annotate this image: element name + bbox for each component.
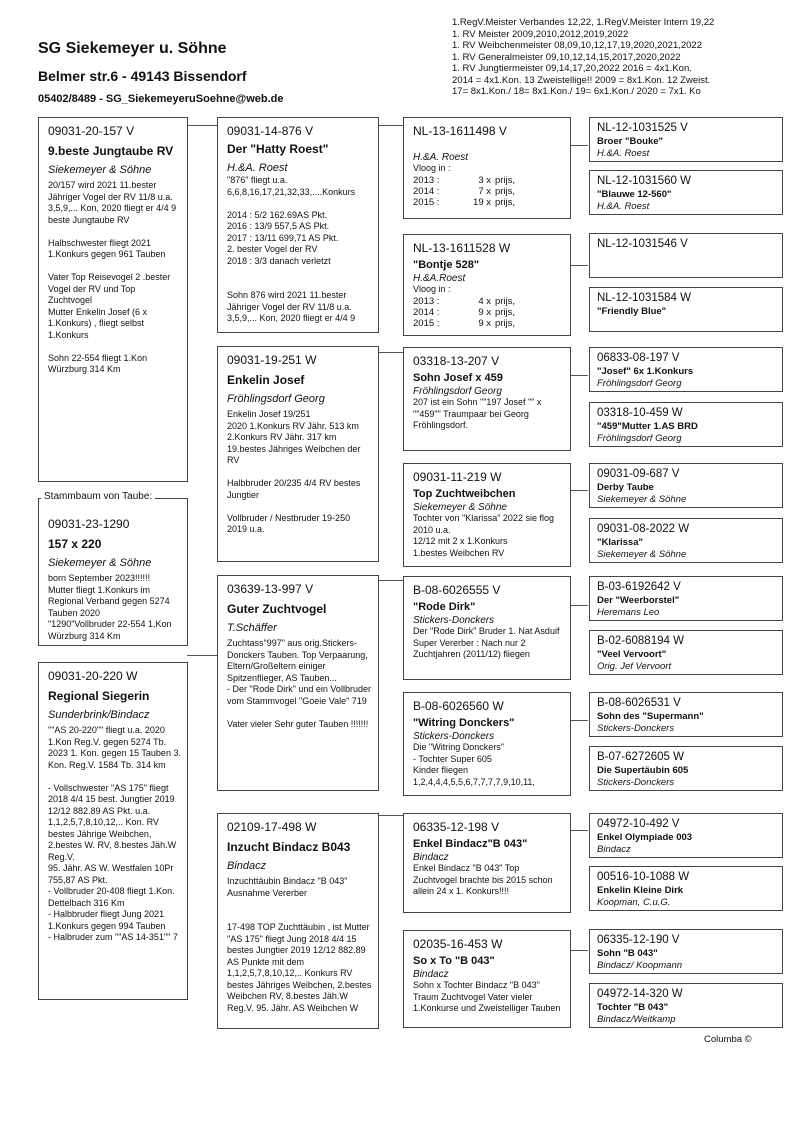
- great-grandparent-card[interactable]: [403, 117, 571, 219]
- footer-credit: Columba ©: [704, 1034, 752, 1045]
- gggp-name: "Friendly Blue": [597, 306, 667, 317]
- gggp-name: "459"Mutter 1.AS BRD: [597, 421, 698, 432]
- gggp-owner: Bindacz/Weitkamp: [597, 1014, 676, 1025]
- mother-owner: Sunderbrink/Bindacz: [48, 709, 150, 721]
- gggp-card[interactable]: [589, 170, 783, 215]
- ggp-name: "Rode Dirk": [413, 601, 476, 613]
- gp-description: Zuchtass"997" aus orig.Stickers-Donckers Tauben. Top Verpaarung, Eltern/Großeltern einiger Spitzenflieger, AS Tauben... - Der "Rode Dirk" und ein Vollbruder vom Stammvogel "Goeie Vale" 719 Vater vieler Sehr guter Tauben !!!!!!!: [227, 638, 371, 729]
- gp-name: Enkelin Josef: [227, 373, 305, 387]
- grandparent-card[interactable]: [217, 346, 379, 562]
- father-owner: Siekemeyer & Söhne: [48, 164, 152, 176]
- table-row: 2014 : 9 x prijs,: [413, 306, 516, 318]
- gggp-card[interactable]: [589, 576, 783, 621]
- gggp-ring: 06335-12-190 V: [597, 934, 680, 946]
- gggp-card[interactable]: [589, 463, 783, 508]
- ggp-name: "Bontje 528": [413, 259, 480, 271]
- gggp-ring: B-03-6192642 V: [597, 581, 681, 593]
- gggp-owner: H.&A. Roest: [597, 148, 650, 159]
- ggp-ring: NL-13-1611498 V: [413, 124, 507, 138]
- gggp-ring: 09031-09-687 V: [597, 468, 680, 480]
- gggp-owner: Fröhlingsdorf Georg: [597, 433, 682, 444]
- great-grandparent-card[interactable]: [403, 234, 571, 336]
- gggp-name: Der "Weerborstel": [597, 595, 680, 606]
- subject-card[interactable]: [38, 491, 188, 646]
- gggp-card[interactable]: [589, 983, 783, 1028]
- gggp-owner: Fröhlingsdorf Georg: [597, 378, 682, 389]
- gggp-ring: B-02-6088194 W: [597, 635, 684, 647]
- great-grandparent-card[interactable]: [403, 930, 571, 1028]
- gggp-card[interactable]: [589, 692, 783, 737]
- breeder-name: SG Siekemeyer u. Söhne: [38, 40, 227, 57]
- gggp-owner: Bindacz/ Koopmann: [597, 960, 683, 971]
- ggp-ring: B-08-6026555 V: [413, 583, 501, 597]
- great-grandparent-card[interactable]: [403, 813, 571, 913]
- ggp-name: "Witring Donckers": [413, 717, 515, 729]
- mother-name: Regional Siegerin: [48, 689, 150, 703]
- gggp-owner: Heremans Leo: [597, 607, 660, 618]
- gp-owner: Bindacz: [227, 860, 267, 872]
- gggp-name: Sohn des "Supermann": [597, 711, 704, 722]
- table-row: 2013 : 3 x prijs,: [413, 174, 516, 186]
- breeder-address: Belmer str.6 - 49143 Bissendorf: [38, 68, 247, 84]
- gggp-card[interactable]: [589, 518, 783, 563]
- gggp-ring: 03318-10-459 W: [597, 407, 683, 419]
- grandparent-card[interactable]: [217, 813, 379, 1029]
- great-grandparent-card[interactable]: [403, 347, 571, 451]
- gggp-card[interactable]: [589, 233, 783, 278]
- gggp-card[interactable]: [589, 813, 783, 858]
- ggp-description: 207 ist ein Sohn ""197 Josef "" x ""459"" Traumpaar bei Georg Fröhlingsdorf.: [413, 397, 542, 430]
- ggp-owner: H.&A. Roest: [413, 152, 469, 163]
- gggp-card[interactable]: [589, 402, 783, 447]
- gggp-ring: 09031-08-2022 W: [597, 523, 690, 535]
- subject-description: born September 2023!!!!!! Mutter fliegt 1.Konkurs im Regional Verband gegen 5274 Tauben 2020 "1290"Vollbruder 22-554 1.Kon Würzburg 314 Km: [48, 573, 172, 641]
- subject-owner: Siekemeyer & Söhne: [48, 557, 152, 569]
- great-grandparent-card[interactable]: [403, 576, 571, 680]
- gggp-name: Sohn "B 043": [597, 948, 658, 959]
- gp-description: "876" fliegt u.a. 6,6,8,16,17,21,32,33,....Konkurs 2014 : 5/2 162.69AS Pkt. 2016 : 13/9 557,5 AS Pkt. 2017 : 13/11 699,71 AS Pkt. 2. bester Vogel der RV 2018 : 3/3 danach verletzt Sohn 876 wird 2021 11.bester Jähriger Vogel der RV 11/8 u.a. 3,5,9,... Kon, 2020 fliegt er 4/4 9: [227, 175, 356, 323]
- gggp-owner: H.&A. Roest: [597, 201, 650, 212]
- table-row: 2015 : 9 x prijs,: [413, 317, 516, 329]
- gggp-ring: 04972-14-320 W: [597, 988, 683, 1000]
- gp-name: Inzucht Bindacz B043: [227, 840, 351, 854]
- ggp-ring: 03318-13-207 V: [413, 354, 500, 368]
- ggp-owner: Bindacz: [413, 969, 449, 980]
- gggp-owner: Stickers-Donckers: [597, 723, 675, 734]
- ggp-name: So x To "B 043": [413, 955, 495, 967]
- gggp-ring: 06833-08-197 V: [597, 352, 680, 364]
- great-grandparent-card[interactable]: [403, 692, 571, 796]
- gp-description: Enkelin Josef 19/251 2020 1.Konkurs RV Jähr. 513 km 2.Konkurs RV Jähr. 317 km 19.bestes Jähriges Weibchen der RV Halbbruder 20/235 4/4 RV bestes Jungtier Vollbruder / Nestbruder 19-250 2019 u.a.: [227, 409, 361, 534]
- table-row: 2015 : 19 x prijs,: [413, 196, 516, 208]
- gggp-owner: Siekemeyer & Söhne: [597, 494, 687, 505]
- father-name: 9.beste Jungtaube RV: [48, 144, 174, 158]
- ggp-vloog-label: Vloog in :: [413, 163, 451, 173]
- grandparent-card[interactable]: [217, 117, 379, 333]
- ggp-ring: 02035-16-453 W: [413, 937, 503, 951]
- grandparent-card[interactable]: [217, 575, 379, 791]
- gp-ring: 02109-17-498 W: [227, 820, 317, 834]
- subject-ring: 09031-23-1290: [48, 517, 130, 531]
- gggp-card[interactable]: [589, 630, 783, 675]
- gggp-name: "Veel Vervoort": [597, 649, 667, 660]
- ggp-owner: Stickers-Donckers: [413, 731, 495, 742]
- ggp-ring: NL-13-1611528 W: [413, 241, 511, 255]
- gggp-ring: 00516-10-1088 W: [597, 871, 690, 883]
- table-row: 2014 : 7 x prijs,: [413, 185, 516, 197]
- gggp-name: "Blauwe 12-560": [597, 189, 672, 200]
- gp-ring: 09031-14-876 V: [227, 124, 314, 138]
- mother-ring: 09031-20-220 W: [48, 669, 138, 683]
- ggp-description: Enkel Bindacz "B 043" Top Zuchtvogel brachte bis 2015 schon allein 24 x 1. Konkurs!!!!: [413, 863, 553, 896]
- gggp-name: Derby Taube: [597, 482, 654, 493]
- gp-ring: 03639-13-997 V: [227, 582, 314, 596]
- gp-owner: Fröhlingsdorf Georg: [227, 393, 325, 405]
- gggp-name: Broer "Bouke": [597, 136, 664, 147]
- gggp-card[interactable]: [589, 117, 783, 162]
- gggp-owner: Koopman, C.u.G.: [597, 897, 671, 908]
- ggp-owner: Bindacz: [413, 852, 449, 863]
- gggp-ring: NL-12-1031560 W: [597, 175, 691, 187]
- pedigree-label: Stammbaum von Taube:: [41, 491, 155, 502]
- gggp-card[interactable]: [589, 287, 783, 332]
- gggp-name: "Klarissa": [597, 537, 643, 548]
- ggp-owner: Fröhlingsdorf Georg: [413, 386, 502, 397]
- gggp-ring: B-07-6272605 W: [597, 751, 684, 763]
- ggp-owner: Siekemeyer & Söhne: [413, 502, 507, 513]
- table-row: 2013 : 4 x prijs,: [413, 295, 516, 307]
- father-card[interactable]: [38, 117, 188, 482]
- gp-ring: 09031-19-251 W: [227, 353, 317, 367]
- ggp-prize-table: [413, 296, 515, 329]
- ggp-description: Tochter von "Klarissa" 2022 sie flog 2010 u.a. 12/12 mit 2 x 1.Konkurs 1.bestes Weibchen RV: [413, 513, 554, 558]
- gp-name: Der "Hatty Roest": [227, 142, 329, 156]
- ggp-ring: B-08-6026560 W: [413, 699, 504, 713]
- ggp-ring: 06335-12-198 V: [413, 820, 500, 834]
- gggp-card[interactable]: [589, 746, 783, 791]
- ggp-vloog-label: Vloog in :: [413, 284, 451, 294]
- gggp-owner: Stickers-Donckers: [597, 777, 675, 788]
- ggp-owner: H.&A.Roest: [413, 273, 466, 284]
- gp-name: Guter Zuchtvogel: [227, 602, 327, 616]
- mother-card[interactable]: [38, 662, 188, 1000]
- achievements-list: 1.RegV.Meister Verbandes 12,22, 1.RegV.Meister Intern 19,22 1. RV Meister 2009,2010,2012,2019,2022 1. RV Weibchenmeister 08,09,10,12,17,19,2020,2021,2022 1. RV Generalmeister 09,10,12,14,15,2017,2020,2022 1. RV Jungtiermeister 09,14,17,20,2022 2016 = 4x1.Kon. 2014 = 4x1.Kon. 13 Zweistellige!! 2009 = 8x1.Kon. 12 Zweist. 17= 8x1.Kon./ 18= 8x1.Kon./ 19= 6x1.Kon./ 2020 = 7x1. Ko: [452, 17, 715, 97]
- subject-name: 157 x 220: [48, 537, 102, 551]
- ggp-description: Die "Witring Donckers" - Tochter Super 605 Kinder fliegen 1,2,4,4,4,5,5,6,7,7,7,7,9,10,11,: [413, 742, 535, 787]
- gggp-owner: Orig. Jef Vervoort: [597, 661, 672, 672]
- gggp-name: Die Supertäubin 605: [597, 765, 689, 776]
- gggp-ring: B-08-6026531 V: [597, 697, 681, 709]
- ggp-name: Top Zuchtweibchen: [413, 488, 516, 500]
- gggp-ring: 04972-10-492 V: [597, 818, 680, 830]
- ggp-description: Sohn x Tochter Bindacz "B 043" Traum Zuchtvogel Vater vieler 1.Konkurse und Zweistelliger Tauben: [413, 980, 561, 1013]
- gggp-owner: Bindacz: [597, 844, 631, 855]
- gp-owner: T.Schäffer: [227, 622, 277, 634]
- ggp-description: Der "Rode Dirk" Bruder 1. Nat Asduif Super Vererber : Nach nur 2 Zuchtjahren (2011/12) fliegen: [413, 626, 560, 659]
- great-grandparent-card[interactable]: [403, 463, 571, 567]
- gggp-card[interactable]: [589, 929, 783, 974]
- gggp-name: Tochter "B 043": [597, 1002, 669, 1013]
- gggp-card[interactable]: [589, 866, 783, 911]
- father-ring: 09031-20-157 V: [48, 124, 135, 138]
- gggp-ring: NL-12-1031584 W: [597, 292, 691, 304]
- gggp-ring: NL-12-1031525 V: [597, 122, 688, 134]
- mother-description: ""AS 20-220"" fliegt u.a. 2020 1.Kon Reg.V. gegen 5274 Tb. 2023 1. Kon. gegen 15 Tauben 3. Kon. Reg.V. 1584 Tb. 314 km - Vollschwester "AS 175" fliegt 2018 4/4 15 best. Jungtier 2019 12/12 882.89 AS Pkt. u.a. 1,1,2,5,7,8,10,12,.. Kon. RV bestes Jährige Weibchen, 2.bestes W. RV, 8.bestes Jäh.W Reg.V. 95. Jähr. AS W. Westfalen 10Pr 755,87 AS Pkt. - Vollbruder 20-408 fliegt 1.Kon. Dettelbach 316 Km - Halbbruder fliegt Jung 2021 1.Konkurs gegen 994 Tauben - Halbruder zum ""AS 14-351"" 7: [48, 725, 181, 942]
- gp-owner: H.&A. Roest: [227, 162, 288, 174]
- gggp-ring: NL-12-1031546 V: [597, 238, 688, 250]
- gggp-card[interactable]: [589, 347, 783, 392]
- gggp-owner: Siekemeyer & Söhne: [597, 549, 687, 560]
- breeder-contact: 05402/8489 - SG_SiekemeyeruSoehne@web.de: [38, 93, 284, 105]
- gp-description: Inzuchttäubin Bindacz "B 043" Ausnahme Vererber 17-498 TOP Zuchttäubin , ist Mutter "AS 175" fliegt Jung 2018 4/4 15 bestes Jungtier 2019 12/12 882.89 AS Punkte mit dem 1,1,2,5,7,8,10,12,.. Konkurs RV bestes Jähriges Weibchen, 2.bestes Weibchen RV, 8.bestes Jäh.W Reg.V. 95. Jähr. AS Weibchen W: [227, 876, 372, 1013]
- gggp-name: Enkel Olympiade 003: [597, 832, 693, 843]
- ggp-prize-table: [413, 175, 515, 208]
- gggp-name: "Josef" 6x 1.Konkurs: [597, 366, 694, 377]
- ggp-name: Sohn Josef x 459: [413, 372, 503, 384]
- gggp-name: Enkelin Kleine Dirk: [597, 885, 684, 896]
- ggp-name: Enkel Bindacz"B 043": [413, 838, 528, 850]
- ggp-owner: Stickers-Donckers: [413, 615, 495, 626]
- ggp-ring: 09031-11-219 W: [413, 470, 502, 484]
- father-description: 20/157 wird 2021 11.bester Jähriger Vogel der RV 11/8 u.a. 3,5,9,... Kon, 2020 fliegt er 4/4 9 beste Jungtaube RV Halbschwester fliegt 2021 1.Konkurs gegen 961 Tauben Vater Top Reisevogel 2 .bester Vogel der RV und Top Zuchtvogel Mutter Enkelin Josef (6 x 1.Konkurs) , fliegt selbst 1.Konkurs Sohn 22-554 fliegt 1.Kon Würzburg 314 Km: [48, 180, 177, 374]
